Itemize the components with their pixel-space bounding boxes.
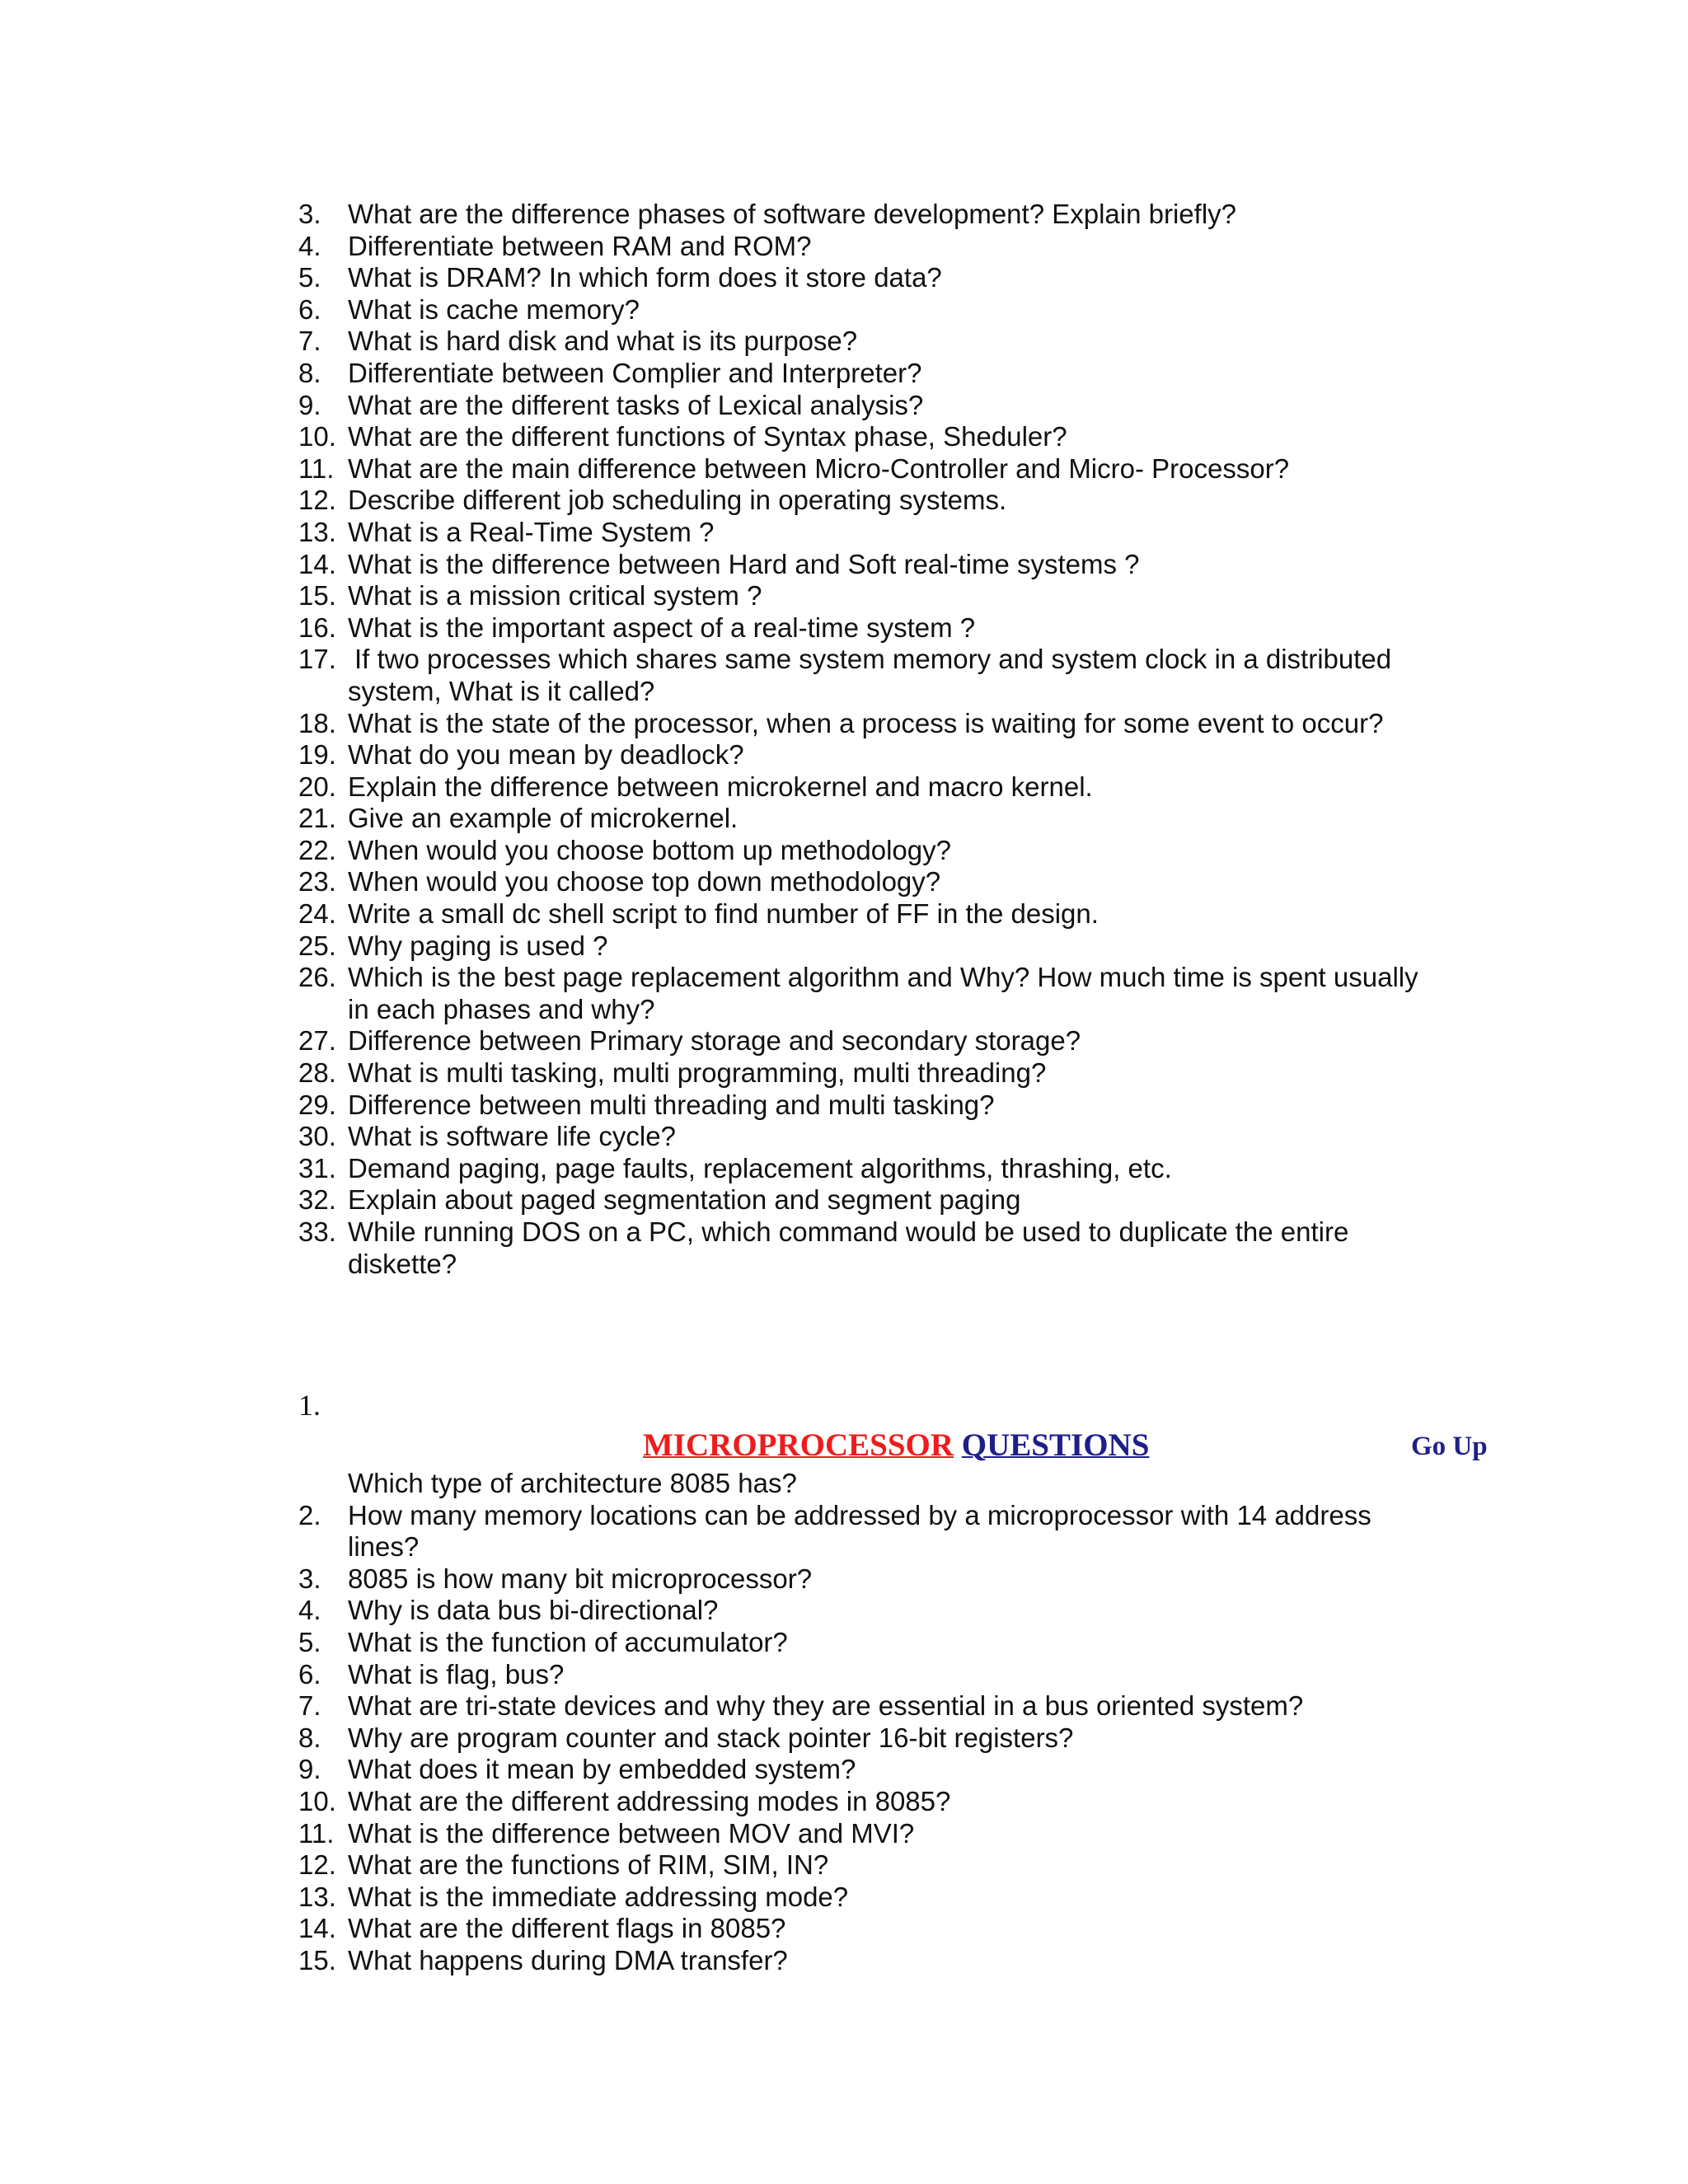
item-number: 31. [298,1152,336,1183]
list-item [298,1090,1452,1122]
list-item [298,580,1452,612]
item-text: What is multi tasking, multi programming, multi threading? [348,1057,1047,1089]
item-number: 25. [298,930,336,961]
item-number: 4. [298,1595,321,1626]
item-number: 21. [298,803,336,834]
item-text: Difference between multi threading and multi tasking? [348,1089,995,1120]
item-text: Explain about paged segmentation and segment paging [348,1184,1021,1216]
item-text: What are the main difference between Micro-Controller and Micro- Processor? [348,452,1290,484]
item-number: 4. [298,230,321,261]
item-text: What are the difference phases of software development? Explain briefly? [348,199,1237,229]
list-item [298,898,1452,930]
item-number: 9. [298,1754,321,1785]
list-item [298,708,1452,740]
item-text: What happens during DMA transfer? [348,1944,788,1975]
list-item [298,358,1452,390]
section-heading [643,1427,1149,1464]
item-text-continuation: in each phases and why? [348,993,655,1024]
item-number: 3. [298,1563,321,1594]
item-number: 12. [298,485,336,516]
item-number: 12. [298,1849,336,1881]
item-number: 9. [298,389,321,420]
item-text: What is the function of accumulator? [348,1626,788,1657]
item-text: What is the difference between MOV and MVI? [348,1817,915,1849]
item-number: 8. [298,357,321,388]
item-text: How many memory locations can be addressed by a microprocessor with 14 address [348,1499,1372,1530]
item-text: What is the immediate addressing mode? [348,1881,849,1912]
list-item [298,612,1452,644]
item-text: What are the different addressing modes in 8085? [348,1785,951,1816]
item-text: When would you choose top down methodology? [348,866,941,898]
item-number: 2. [298,1499,321,1530]
list-item [298,421,1452,453]
item-number: 10. [298,1785,336,1816]
list-item [298,1057,1452,1090]
item-number: 29. [298,1089,336,1120]
list-item [298,294,1452,326]
item-number: 14. [298,548,336,579]
item-number: 27. [298,1025,336,1057]
item-number: 11. [298,452,335,484]
item-number: 18. [298,707,336,738]
item-number: 26. [298,962,336,993]
list-item [298,1216,1452,1280]
list-item [298,517,1452,549]
list-item [298,1945,1452,1977]
list-item [298,1595,1452,1627]
item-number: 6. [298,1658,321,1690]
list-item [298,326,1452,358]
item-text: Demand paging, page faults, replacement algorithms, thrashing, etc. [348,1152,1172,1183]
list-item [298,1722,1452,1755]
item-text: What is software life cycle? [348,1121,676,1152]
heading-microprocessor: MICROPROCESSOR [643,1427,954,1463]
question-list-os [298,199,1452,1280]
list-item [298,485,1452,517]
section-number: 1. [298,1389,321,1422]
item-number: 19. [298,739,336,771]
list-item [298,1690,1452,1722]
item-text: If two processes which shares same system memory and system clock in a distributed [354,644,1392,675]
list-item [298,644,1452,707]
item-text-continuation: diskette? [348,1248,457,1279]
item-text: Differentiate between Complier and Interpreter? [348,357,922,388]
heading-questions: QUESTIONS [961,1427,1150,1463]
list-item [298,549,1452,581]
item-text: While running DOS on a PC, which command would be used to duplicate the entire [348,1216,1349,1247]
list-item [298,835,1452,867]
item-number: 13. [298,516,336,547]
item-number: 20. [298,771,336,802]
item-text: When would you choose bottom up methodology? [348,834,951,865]
item-text: What are the different tasks of Lexical analysis? [348,389,924,420]
item-number: 8. [298,1722,321,1753]
item-number: 17. [298,644,336,675]
item-number: 23. [298,866,336,898]
item-number: 14. [298,1913,336,1944]
item-text: Describe different job scheduling in operating systems. [348,485,1007,516]
list-item [298,199,1452,231]
item-number: 15. [298,580,336,612]
item-text: What is DRAM? In which form does it store data? [348,262,942,293]
item-number: 30. [298,1121,336,1152]
list-item [298,803,1452,835]
item-number: 32. [298,1184,336,1216]
item-text: What is flag, bus? [348,1658,565,1690]
list-item [298,771,1452,804]
item-number: 3. [298,199,321,229]
item-text: What are the different functions of Syntax phase, Sheduler? [348,421,1067,452]
list-item [298,739,1452,771]
item-text: Difference between Primary storage and secondary storage? [348,1025,1081,1057]
item-number: 6. [298,293,321,325]
item-number: 22. [298,834,336,865]
list-item [298,1025,1452,1057]
item-text: Differentiate between RAM and ROM? [348,230,812,261]
item-text: What are the functions of RIM, SIM, IN? [348,1849,829,1881]
list-item [298,1882,1452,1914]
item-number: 5. [298,1626,321,1657]
item-number: 16. [298,612,336,643]
list-item [298,1754,1452,1786]
item-number: 7. [298,1690,321,1722]
item-text: Explain the difference between microkernel and macro kernel. [348,771,1093,802]
item-number: 10. [298,421,336,452]
item-number: 5. [298,262,321,293]
list-item [298,453,1452,485]
list-item [298,1659,1452,1691]
list-item [298,1500,1452,1563]
item-text-continuation: lines? [348,1531,420,1563]
item-text: What is cache memory? [348,293,640,325]
item-text: What are the different flags in 8085? [348,1913,786,1944]
item-number: 24. [298,898,336,930]
item-text: Give an example of microkernel. [348,803,738,834]
list-item [298,1153,1452,1185]
item-text: What is the important aspect of a real-time system ? [348,612,976,643]
item-text-continuation: system, What is it called? [348,675,655,706]
item-text: What does it mean by embedded system? [348,1754,856,1785]
list-item [298,1786,1452,1818]
item-text: What is a mission critical system ? [348,580,762,612]
list-item [298,1563,1452,1596]
item-text: Which is the best page replacement algorithm and Why? How much time is spent usually [348,962,1418,993]
list-item [298,390,1452,422]
list-item [298,1627,1452,1659]
item-text: What is the state of the processor, when a process is waiting for some event to occur? [348,707,1384,738]
item-number: 28. [298,1057,336,1089]
item-text: What are tri-state devices and why they are essential in a bus oriented system? [348,1690,1304,1722]
item-text: Why are program counter and stack pointer 16-bit registers? [348,1722,1074,1753]
item-text: 8085 is how many bit microprocessor? [348,1563,813,1594]
list-item [298,1849,1452,1882]
item-number: 15. [298,1944,336,1975]
list-item [298,1184,1452,1216]
list-item [298,962,1452,1025]
item-text: Which type of architecture 8085 has? [348,1468,797,1498]
item-number: 7. [298,326,321,357]
list-item [298,231,1452,263]
item-text: Write a small dc shell script to find number of FF in the design. [348,898,1099,930]
item-text: Why paging is used ? [348,930,608,961]
list-item [298,1818,1452,1850]
item-number: 33. [298,1216,336,1247]
item-text: What is hard disk and what is its purpose? [348,326,858,357]
item-number: 13. [298,1881,336,1912]
item-number: 11. [298,1817,335,1849]
list-item [298,866,1452,898]
list-item [298,930,1452,963]
item-text: What is the difference between Hard and Soft real-time systems ? [348,548,1140,579]
list-item [298,1121,1452,1153]
list-item [298,1913,1452,1945]
question-list-microprocessor [298,1468,1452,1977]
item-text: What is a Real-Time System ? [348,516,715,547]
list-item [298,262,1452,294]
go-up-link[interactable]: Go Up [1411,1432,1488,1461]
item-text: What do you mean by deadlock? [348,739,744,771]
item-text: Why is data bus bi-directional? [348,1595,719,1626]
list-item [298,1468,1452,1500]
